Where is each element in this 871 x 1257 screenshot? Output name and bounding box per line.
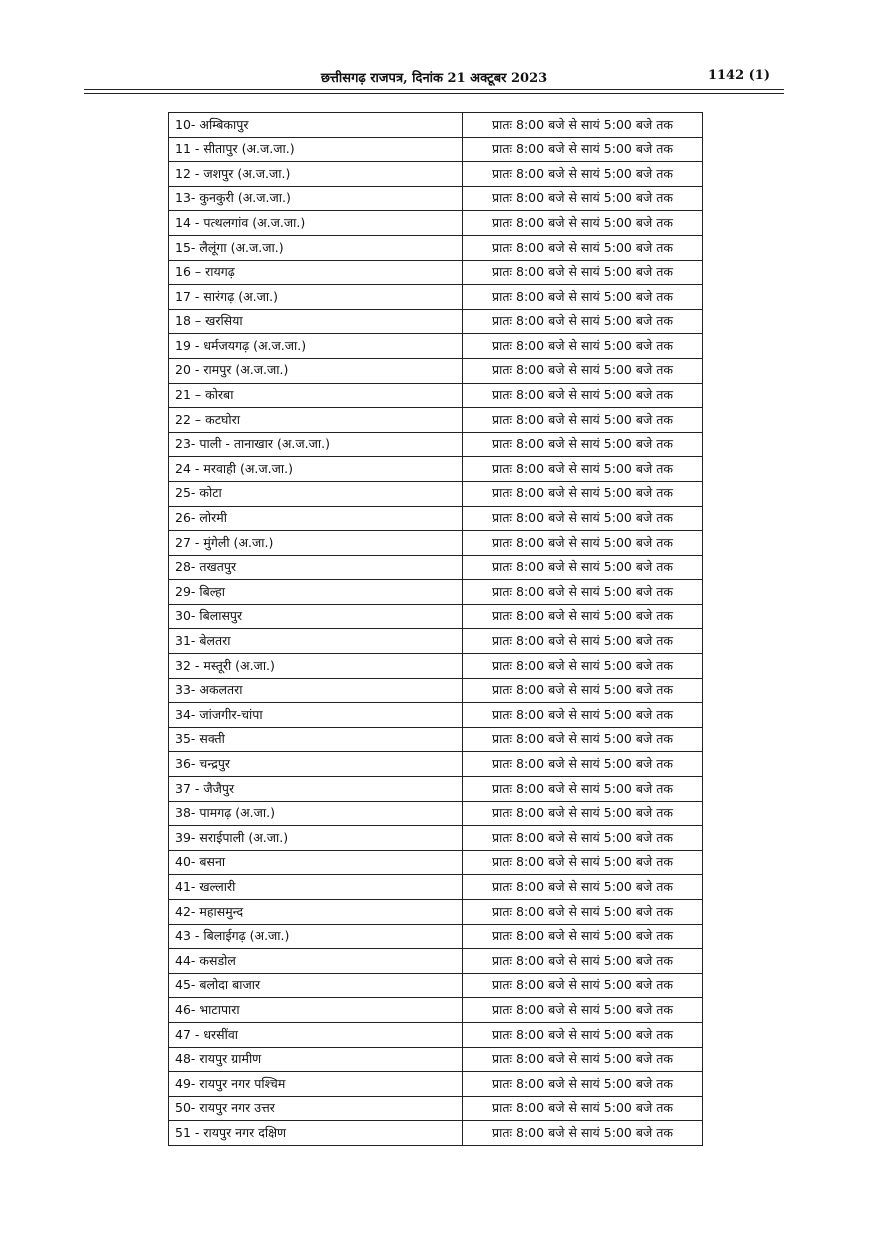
constituency-cell: 17 - सारंगढ़ (अ.जा.) bbox=[169, 285, 463, 310]
constituency-cell: 30- बिलासपुर bbox=[169, 604, 463, 629]
timing-cell: प्रातः 8:00 बजे से सायं 5:00 बजे तक bbox=[463, 358, 703, 383]
timing-cell: प्रातः 8:00 बजे से सायं 5:00 बजे तक bbox=[463, 162, 703, 187]
table-row bbox=[169, 457, 703, 482]
timing-cell: प्रातः 8:00 बजे से सायं 5:00 बजे तक bbox=[463, 629, 703, 654]
constituency-cell: 43 - बिलाईगढ़ (अ.जा.) bbox=[169, 924, 463, 949]
table-row bbox=[169, 260, 703, 285]
table-row bbox=[169, 137, 703, 162]
timing-cell: प्रातः 8:00 बजे से सायं 5:00 बजे तक bbox=[463, 703, 703, 728]
timing-cell: प्रातः 8:00 बजे से सायं 5:00 बजे तक bbox=[463, 211, 703, 236]
header-rule-bottom bbox=[84, 93, 784, 94]
timing-cell: प्रातः 8:00 बजे से सायं 5:00 बजे तक bbox=[463, 678, 703, 703]
timing-cell: प्रातः 8:00 बजे से सायं 5:00 बजे तक bbox=[463, 604, 703, 629]
timing-cell: प्रातः 8:00 बजे से सायं 5:00 बजे तक bbox=[463, 826, 703, 851]
timing-cell: प्रातः 8:00 बजे से सायं 5:00 बजे तक bbox=[463, 309, 703, 334]
constituency-cell: 25- कोटा bbox=[169, 481, 463, 506]
table-row bbox=[169, 408, 703, 433]
table-row bbox=[169, 727, 703, 752]
polling-time-table-body bbox=[169, 113, 703, 1146]
constituency-cell: 19 - धर्मजयगढ़ (अ.ज.जा.) bbox=[169, 334, 463, 359]
constituency-cell: 46- भाटापारा bbox=[169, 998, 463, 1023]
table-row bbox=[169, 113, 703, 138]
table-row bbox=[169, 186, 703, 211]
constituency-cell: 14 - पत्थलगांव (अ.ज.जा.) bbox=[169, 211, 463, 236]
table-row bbox=[169, 900, 703, 925]
constituency-cell: 39- सराईपाली (अ.जा.) bbox=[169, 826, 463, 851]
table-row bbox=[169, 309, 703, 334]
table-row bbox=[169, 998, 703, 1023]
table-row bbox=[169, 826, 703, 851]
constituency-cell: 12 - जशपुर (अ.ज.जा.) bbox=[169, 162, 463, 187]
table-row bbox=[169, 358, 703, 383]
table-row bbox=[169, 211, 703, 236]
timing-cell: प्रातः 8:00 बजे से सायं 5:00 बजे तक bbox=[463, 924, 703, 949]
timing-cell: प्रातः 8:00 बजे से सायं 5:00 बजे तक bbox=[463, 875, 703, 900]
timing-cell: प्रातः 8:00 बजे से सायं 5:00 बजे तक bbox=[463, 235, 703, 260]
table-row bbox=[169, 654, 703, 679]
timing-cell: प्रातः 8:00 बजे से सायं 5:00 बजे तक bbox=[463, 1047, 703, 1072]
gazette-title: छत्तीसगढ़ राजपत्र, दिनांक 21 अक्टूबर 2023 bbox=[320, 71, 548, 86]
timing-cell: प्रातः 8:00 बजे से सायं 5:00 बजे तक bbox=[463, 777, 703, 802]
timing-cell: प्रातः 8:00 बजे से सायं 5:00 बजे तक bbox=[463, 285, 703, 310]
table-row bbox=[169, 1022, 703, 1047]
timing-cell: प्रातः 8:00 बजे से सायं 5:00 बजे तक bbox=[463, 1121, 703, 1146]
table-row bbox=[169, 555, 703, 580]
timing-cell: प्रातः 8:00 बजे से सायं 5:00 बजे तक bbox=[463, 555, 703, 580]
table-row bbox=[169, 604, 703, 629]
constituency-cell: 31- बेलतरा bbox=[169, 629, 463, 654]
timing-cell: प्रातः 8:00 बजे से सायं 5:00 बजे तक bbox=[463, 186, 703, 211]
polling-time-table bbox=[168, 112, 703, 1146]
header-rule-top bbox=[84, 89, 784, 90]
constituency-cell: 10- अम्बिकापुर bbox=[169, 113, 463, 138]
constituency-cell: 21 – कोरबा bbox=[169, 383, 463, 408]
timing-cell: प्रातः 8:00 बजे से सायं 5:00 बजे तक bbox=[463, 1072, 703, 1097]
table-row bbox=[169, 432, 703, 457]
constituency-cell: 49- रायपुर नगर पश्चिम bbox=[169, 1072, 463, 1097]
timing-cell: प्रातः 8:00 बजे से सायं 5:00 बजे तक bbox=[463, 580, 703, 605]
timing-cell: प्रातः 8:00 बजे से सायं 5:00 बजे तक bbox=[463, 998, 703, 1023]
timing-cell: प्रातः 8:00 बजे से सायं 5:00 बजे तक bbox=[463, 457, 703, 482]
constituency-cell: 38- पामगढ़ (अ.जा.) bbox=[169, 801, 463, 826]
table-row bbox=[169, 481, 703, 506]
timing-cell: प्रातः 8:00 बजे से सायं 5:00 बजे तक bbox=[463, 727, 703, 752]
table-row bbox=[169, 629, 703, 654]
table-row bbox=[169, 162, 703, 187]
constituency-cell: 34- जांजगीर-चांपा bbox=[169, 703, 463, 728]
constituency-cell: 22 – कटघोरा bbox=[169, 408, 463, 433]
constituency-cell: 45- बलोदा बाजार bbox=[169, 973, 463, 998]
constituency-cell: 48- रायपुर ग्रामीण bbox=[169, 1047, 463, 1072]
table-row bbox=[169, 875, 703, 900]
constituency-cell: 50- रायपुर नगर उत्तर bbox=[169, 1096, 463, 1121]
timing-cell: प्रातः 8:00 बजे से सायं 5:00 बजे तक bbox=[463, 973, 703, 998]
page-number: 1142 (1) bbox=[707, 68, 770, 83]
timing-cell: प्रातः 8:00 बजे से सायं 5:00 बजे तक bbox=[463, 801, 703, 826]
constituency-cell: 32 - मस्तूरी (अ.जा.) bbox=[169, 654, 463, 679]
table-row bbox=[169, 678, 703, 703]
timing-cell: प्रातः 8:00 बजे से सायं 5:00 बजे तक bbox=[463, 850, 703, 875]
timing-cell: प्रातः 8:00 बजे से सायं 5:00 बजे तक bbox=[463, 949, 703, 974]
timing-cell: प्रातः 8:00 बजे से सायं 5:00 बजे तक bbox=[463, 900, 703, 925]
constituency-cell: 47 - धरसींवा bbox=[169, 1022, 463, 1047]
timing-cell: प्रातः 8:00 बजे से सायं 5:00 बजे तक bbox=[463, 113, 703, 138]
constituency-cell: 16 – रायगढ़ bbox=[169, 260, 463, 285]
constituency-cell: 35- सक्ती bbox=[169, 727, 463, 752]
constituency-cell: 41- खल्लारी bbox=[169, 875, 463, 900]
table-row bbox=[169, 703, 703, 728]
constituency-cell: 26- लोरमी bbox=[169, 506, 463, 531]
constituency-cell: 51 - रायपुर नगर दक्षिण bbox=[169, 1121, 463, 1146]
constituency-cell: 28- तखतपुर bbox=[169, 555, 463, 580]
table-row bbox=[169, 850, 703, 875]
table-row bbox=[169, 777, 703, 802]
table-row bbox=[169, 334, 703, 359]
timing-cell: प्रातः 8:00 बजे से सायं 5:00 बजे तक bbox=[463, 432, 703, 457]
timing-cell: प्रातः 8:00 बजे से सायं 5:00 बजे तक bbox=[463, 137, 703, 162]
table-row bbox=[169, 1047, 703, 1072]
timing-cell: प्रातः 8:00 बजे से सायं 5:00 बजे तक bbox=[463, 506, 703, 531]
table-row bbox=[169, 1096, 703, 1121]
timing-cell: प्रातः 8:00 बजे से सायं 5:00 बजे तक bbox=[463, 1096, 703, 1121]
timing-cell: प्रातः 8:00 बजे से सायं 5:00 बजे तक bbox=[463, 408, 703, 433]
timing-cell: प्रातः 8:00 बजे से सायं 5:00 बजे तक bbox=[463, 1022, 703, 1047]
table-row bbox=[169, 949, 703, 974]
constituency-cell: 37 - जैजैपुर bbox=[169, 777, 463, 802]
table-row bbox=[169, 1072, 703, 1097]
constituency-cell: 40- बसना bbox=[169, 850, 463, 875]
timing-cell: प्रातः 8:00 बजे से सायं 5:00 बजे तक bbox=[463, 383, 703, 408]
constituency-cell: 18 – खरसिया bbox=[169, 309, 463, 334]
constituency-cell: 29- बिल्हा bbox=[169, 580, 463, 605]
table-row bbox=[169, 580, 703, 605]
table-row bbox=[169, 752, 703, 777]
table-row bbox=[169, 924, 703, 949]
timing-cell: प्रातः 8:00 बजे से सायं 5:00 बजे तक bbox=[463, 334, 703, 359]
constituency-cell: 15- लैलूंगा (अ.ज.जा.) bbox=[169, 235, 463, 260]
constituency-cell: 23- पाली - तानाखार (अ.ज.जा.) bbox=[169, 432, 463, 457]
constituency-cell: 36- चन्द्रपुर bbox=[169, 752, 463, 777]
constituency-cell: 24 - मरवाही (अ.ज.जा.) bbox=[169, 457, 463, 482]
timing-cell: प्रातः 8:00 बजे से सायं 5:00 बजे तक bbox=[463, 260, 703, 285]
constituency-cell: 33- अकलतरा bbox=[169, 678, 463, 703]
table-row bbox=[169, 285, 703, 310]
constituency-cell: 20 - रामपुर (अ.ज.जा.) bbox=[169, 358, 463, 383]
table-row bbox=[169, 973, 703, 998]
constituency-cell: 27 - मुंगेली (अ.जा.) bbox=[169, 531, 463, 556]
table-row bbox=[169, 383, 703, 408]
table-row bbox=[169, 531, 703, 556]
timing-cell: प्रातः 8:00 बजे से सायं 5:00 बजे तक bbox=[463, 752, 703, 777]
table-row bbox=[169, 235, 703, 260]
constituency-cell: 44- कसडोल bbox=[169, 949, 463, 974]
gazette-header bbox=[84, 60, 784, 90]
table-row bbox=[169, 506, 703, 531]
constituency-cell: 42- महासमुन्द bbox=[169, 900, 463, 925]
table-row bbox=[169, 1121, 703, 1146]
table-row bbox=[169, 801, 703, 826]
timing-cell: प्रातः 8:00 बजे से सायं 5:00 बजे तक bbox=[463, 481, 703, 506]
timing-cell: प्रातः 8:00 बजे से सायं 5:00 बजे तक bbox=[463, 654, 703, 679]
timing-cell: प्रातः 8:00 बजे से सायं 5:00 बजे तक bbox=[463, 531, 703, 556]
constituency-cell: 11 - सीतापुर (अ.ज.जा.) bbox=[169, 137, 463, 162]
constituency-cell: 13- कुनकुरी (अ.ज.जा.) bbox=[169, 186, 463, 211]
